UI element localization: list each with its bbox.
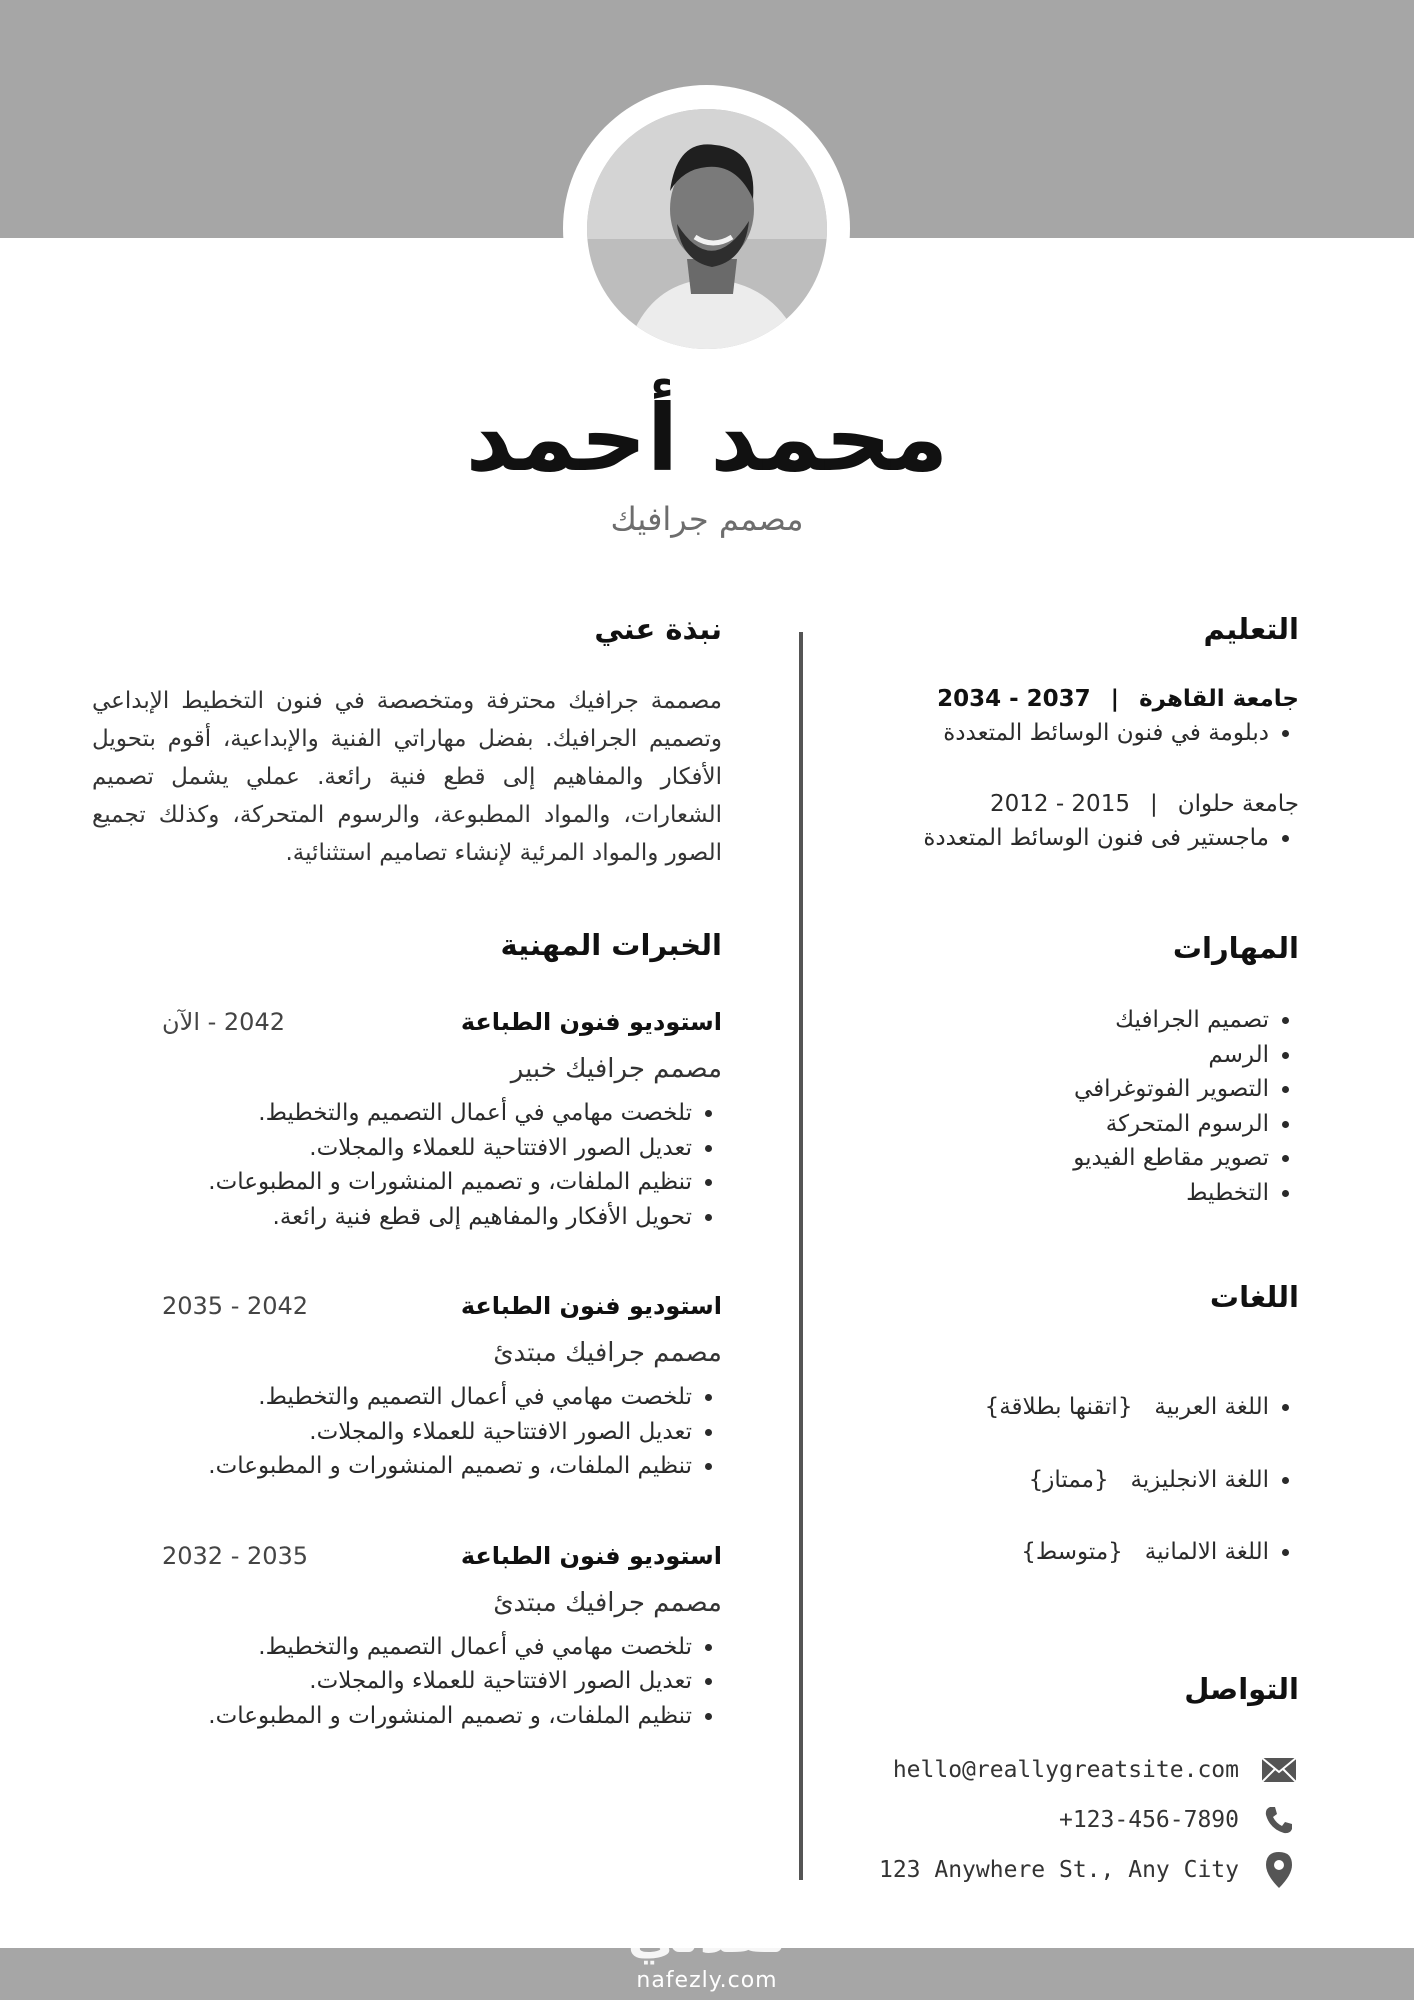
education-entry-header: جامعة القاهرة|2034 - 2037 bbox=[937, 686, 1299, 712]
envelope-icon bbox=[1259, 1750, 1299, 1790]
job-duty: • تلخصت مهامي في أعمال التصميم والتخطيط. bbox=[92, 1096, 692, 1131]
skill-item: • تصوير مقاطع الفيديو bbox=[739, 1141, 1269, 1176]
job-header bbox=[92, 1008, 722, 1036]
languages-heading: اللغات bbox=[1209, 1280, 1299, 1314]
contact-email[interactable]: hello@reallygreatsite.com bbox=[892, 1756, 1239, 1783]
job-duty: • تلخصت مهامي في أعمال التصميم والتخطيط. bbox=[92, 1630, 692, 1665]
job-period: 2032 - 2035 bbox=[162, 1541, 309, 1570]
job-entry bbox=[92, 1008, 722, 1234]
language-item: • اللغة العربية {اتقنها بطلاقة} bbox=[739, 1390, 1269, 1425]
job-entry bbox=[92, 1542, 722, 1734]
skill-item: • الرسم bbox=[739, 1038, 1269, 1073]
job-duty: • تنظيم الملفات، و تصميم المنشورات و المطبوعات. bbox=[92, 1699, 692, 1734]
watermark-url: nafezly.com bbox=[636, 1968, 778, 1993]
education-degree: • دبلومة في فنون الوسائط المتعددة bbox=[739, 716, 1269, 751]
skills-list bbox=[739, 1003, 1299, 1210]
job-duty: • تنظيم الملفات، و تصميم المنشورات و المطبوعات. bbox=[92, 1165, 692, 1200]
education-degree-list bbox=[739, 821, 1299, 856]
about-heading: نبذة عني bbox=[594, 612, 722, 646]
job-duty: • تعديل الصور الافتتاحية للعملاء والمجلات. bbox=[92, 1415, 692, 1450]
job-entry bbox=[92, 1292, 722, 1484]
education-school: جامعة القاهرة bbox=[1139, 686, 1299, 712]
education-heading: التعليم bbox=[1203, 612, 1299, 646]
about-text: مصممة جرافيك محترفة ومتخصصة في فنون التخطيط الإبداعي وتصميم الجرافيك. بفضل مهاراتي الفنية والإبداعية، أقوم بتحويل الأفكار والمفاهيم إلى قطع فنية رائعة. عملي يشمل تصميم الشعارات، والمواد المطبوعة، والرسوم المتحركة، وكذلك تجميع الصور والمواد المرئية لإنشاء تصاميم استثنائية. bbox=[92, 688, 722, 866]
job-company: استوديو فنون الطباعة bbox=[460, 1292, 722, 1320]
location-pin-icon bbox=[1259, 1850, 1299, 1890]
language-item: • اللغة الالمانية {متوسط} bbox=[739, 1535, 1269, 1570]
contact-phone-row bbox=[739, 1800, 1299, 1840]
job-title: مصمم جرافيك bbox=[610, 500, 804, 538]
language-item: • اللغة الانجليزية {ممتاز} bbox=[739, 1463, 1269, 1498]
job-company: استوديو فنون الطباعة bbox=[460, 1008, 722, 1036]
skill-item: • تصميم الجرافيك bbox=[739, 1003, 1269, 1038]
job-duty: • تعديل الصور الافتتاحية للعملاء والمجلات. bbox=[92, 1664, 692, 1699]
phone-icon bbox=[1259, 1800, 1299, 1840]
job-role: مصمم جرافيك خبير bbox=[510, 1054, 722, 1084]
job-duty: • تنظيم الملفات، و تصميم المنشورات و المطبوعات. bbox=[92, 1449, 692, 1484]
profile-photo bbox=[587, 109, 827, 349]
job-duty: • تعديل الصور الافتتاحية للعملاء والمجلات. bbox=[92, 1131, 692, 1166]
skill-item: • التصوير الفوتوغرافي bbox=[739, 1072, 1269, 1107]
job-role: مصمم جرافيك مبتدئ bbox=[493, 1338, 722, 1368]
watermark-logo: نفذلي bbox=[627, 1905, 787, 1965]
education-degree-list bbox=[739, 716, 1299, 751]
languages-list bbox=[739, 1352, 1299, 1608]
skill-item: • التخطيط bbox=[739, 1176, 1269, 1211]
education-period: 2012 - 2015 bbox=[989, 790, 1130, 817]
job-duty: • تحويل الأفكار والمفاهيم إلى قطع فنية رائعة. bbox=[92, 1200, 692, 1235]
job-role: مصمم جرافيك مبتدئ bbox=[493, 1587, 722, 1618]
education-entry-header: جامعة حلوان|2012 - 2015 bbox=[989, 790, 1299, 817]
contact-phone[interactable]: +123-456-7890 bbox=[1058, 1806, 1239, 1833]
job-header bbox=[92, 1542, 722, 1570]
skills-heading: المهارات bbox=[1172, 931, 1299, 965]
right-column bbox=[739, 612, 1299, 1900]
job-duties bbox=[92, 1380, 722, 1484]
contact-address: 123 Anywhere St., Any City bbox=[878, 1856, 1239, 1883]
candidate-name: محمد أحمد bbox=[465, 385, 949, 492]
job-period: 2035 - 2042 bbox=[162, 1292, 309, 1320]
experience-heading: الخبرات المهنية bbox=[500, 928, 722, 962]
contact-address-row bbox=[739, 1850, 1299, 1890]
contact-email-row bbox=[739, 1750, 1299, 1790]
job-company: استوديو فنون الطباعة bbox=[460, 1541, 722, 1570]
job-duty: • تلخصت مهامي في أعمال التصميم والتخطيط. bbox=[92, 1380, 692, 1415]
education-period: 2034 - 2037 bbox=[937, 686, 1091, 712]
job-period: 2042 - الآن bbox=[162, 1008, 285, 1036]
education-school: جامعة حلوان bbox=[1177, 790, 1299, 817]
contact-heading: التواصل bbox=[1184, 1671, 1299, 1706]
contact-list bbox=[739, 1750, 1299, 1890]
job-duties bbox=[92, 1630, 722, 1734]
job-header bbox=[92, 1292, 722, 1320]
skill-item: • الرسوم المتحركة bbox=[739, 1107, 1269, 1142]
left-column bbox=[92, 612, 722, 1733]
education-degree: • ماجستير فى فنون الوسائط المتعددة bbox=[739, 821, 1269, 856]
job-duties bbox=[92, 1096, 722, 1234]
